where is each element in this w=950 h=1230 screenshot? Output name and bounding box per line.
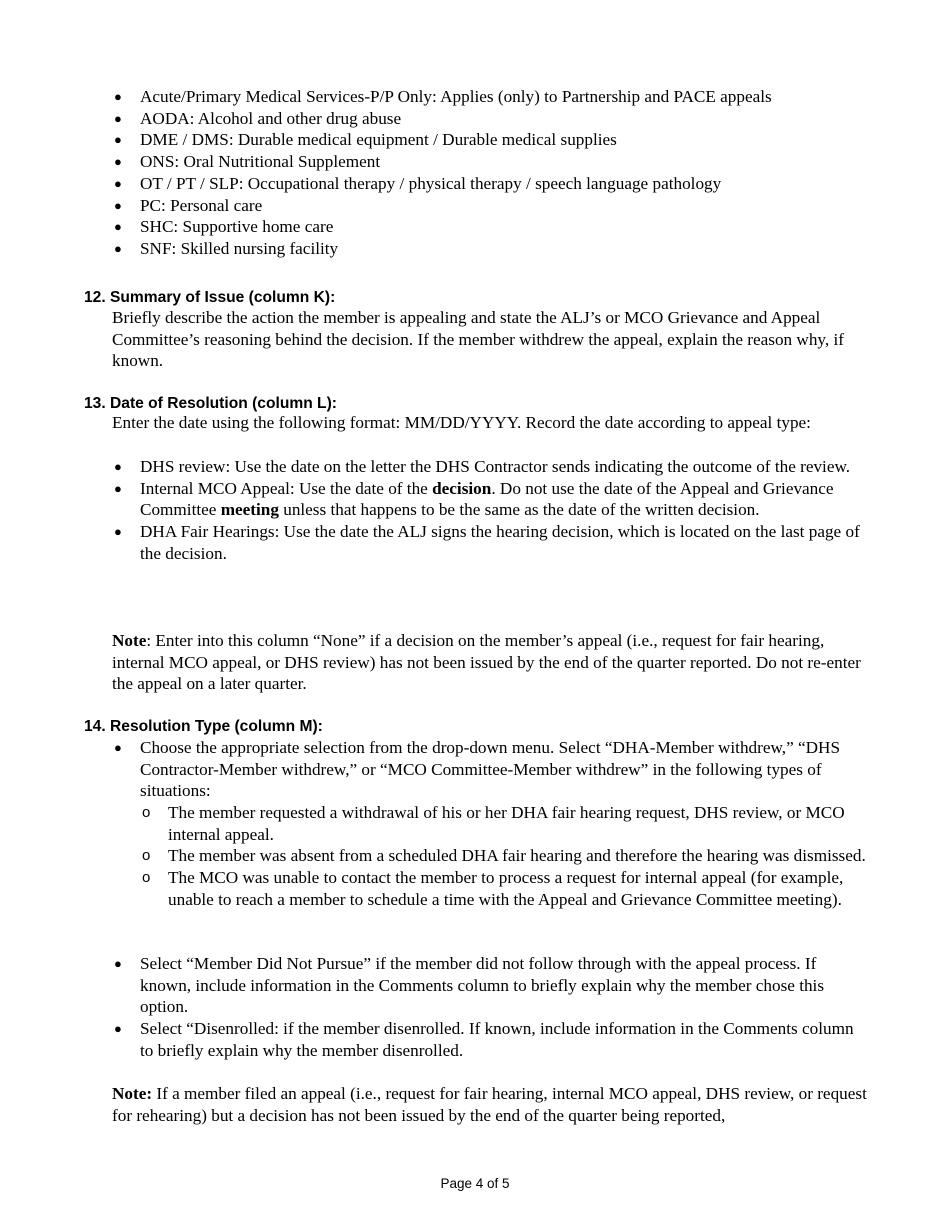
circle-bullet-icon: o xyxy=(142,804,151,821)
list-item: ● SNF: Skilled nursing facility xyxy=(114,238,339,258)
section-14-note: Note: If a member filed an appeal (i.e., request for fair hearing, internal MCO appeal, DHS review, or request for rehearing) but a decision has not been issued by the end of the quarter being reported, xyxy=(112,1084,867,1125)
list-item: ● OT / PT / SLP: Occupational therapy / physical therapy / speech language pathology xyxy=(114,173,722,193)
bullet-icon: ● xyxy=(114,132,122,148)
page-number: Page 4 of 5 xyxy=(440,1176,510,1191)
section-13-heading: 13. Date of Resolution (column L): xyxy=(84,395,337,412)
list-item: ● DHA Fair Hearings: Use the date the ALJ signs the hearing decision, which is located on the last page of the decision. xyxy=(114,522,860,563)
bullet-icon: ● xyxy=(114,197,122,213)
note-label: Note: xyxy=(112,1084,153,1103)
note-label: Note xyxy=(112,631,147,650)
circle-bullet-icon: o xyxy=(142,869,151,887)
section-12-body: Briefly describe the action the member is appealing and state the ALJ’s or MCO Grievance and Appeal Committee’s reasoning behind the decision. If the member withdrew the appeal, explain the reason why, if known. xyxy=(112,308,845,371)
list-item: ● Select “Member Did Not Pursue” if the member did not follow through with the appeal process. If known, include information in the Comments column to briefly explain why the member chose this option. xyxy=(114,954,825,1017)
bullet-icon: ● xyxy=(114,524,122,540)
list-item: ● Acute/Primary Medical Services-P/P Only: Applies (only) to Partnership and PACE appeals xyxy=(114,87,772,106)
list-item: ● SHC: Supportive home care xyxy=(114,217,334,237)
bullet-icon: ● xyxy=(114,110,122,126)
list-item: ● ONS: Oral Nutritional Supplement xyxy=(114,152,381,172)
bullet-icon: ● xyxy=(114,154,122,170)
section-13-intro: Enter the date using the following format: MM/DD/YYYY. Record the date according to appeal type: xyxy=(112,413,811,432)
list-item: ● DME / DMS: Durable medical equipment / Durable medical supplies xyxy=(114,130,617,150)
bullet-icon: ● xyxy=(114,1021,122,1037)
abbreviation-list xyxy=(0,86,950,260)
circle-bullet-icon: o xyxy=(142,847,151,865)
bullet-icon: ● xyxy=(114,740,122,755)
list-item: o The member requested a withdrawal of his or her DHA fair hearing request, DHS review, or MCO internal appeal. xyxy=(142,803,845,844)
bullet-icon: ● xyxy=(114,240,122,256)
bullet-icon: ● xyxy=(114,89,122,104)
section-14-sublist xyxy=(0,802,950,911)
list-item: o The MCO was unable to contact the member to process a request for internal appeal (for example, unable to reach a member to schedule a time with the Appeal and Grievance Committee meeting). xyxy=(142,868,844,909)
list-item: o The member was absent from a scheduled DHA fair hearing and therefore the hearing was dismissed. xyxy=(142,846,866,866)
section-14-list-continued xyxy=(0,953,950,1062)
bullet-icon: ● xyxy=(114,219,122,235)
section-13-list xyxy=(0,456,950,565)
section-14-list xyxy=(0,737,950,802)
bullet-icon: ● xyxy=(114,956,122,971)
list-item: ● Choose the appropriate selection from the drop-down menu. Select “DHA-Member withdrew,” “DHS Contractor-Member withdrew,” or “MCO Committee-Member withdrew” in the following types of situations: xyxy=(114,738,841,801)
section-14-heading: 14. Resolution Type (column M): xyxy=(84,718,323,735)
list-item: ● Internal MCO Appeal: Use the date of the decision. Do not use the date of the Appeal and Grievance Committee meeting unless that happens to be the same as the date of the written decision. xyxy=(114,478,834,520)
list-item: ● PC: Personal care xyxy=(114,195,263,215)
emphasis-meeting: meeting xyxy=(220,500,279,520)
list-item: ● AODA: Alcohol and other drug abuse xyxy=(114,108,402,128)
bullet-icon: ● xyxy=(114,480,122,496)
bullet-icon: ● xyxy=(114,175,122,191)
emphasis-decision: decision xyxy=(432,478,492,498)
bullet-icon: ● xyxy=(114,459,122,474)
section-13-note: Note: Enter into this column “None” if a decision on the member’s appeal (i.e., request for fair hearing, internal MCO appeal, or DHS review) has not been issued by the end of the quarter reported. Do not re-enter the appeal on a later quarter. xyxy=(112,631,861,694)
section-12-heading: 12. Summary of Issue (column K): xyxy=(84,289,336,306)
list-item: ● Select “Disenrolled: if the member disenrolled. If known, include information in the Comments column to briefly explain why the member disenrolled. xyxy=(114,1019,854,1060)
list-item: ● DHS review: Use the date on the letter the DHS Contractor sends indicating the outcome of the review. xyxy=(114,457,851,476)
